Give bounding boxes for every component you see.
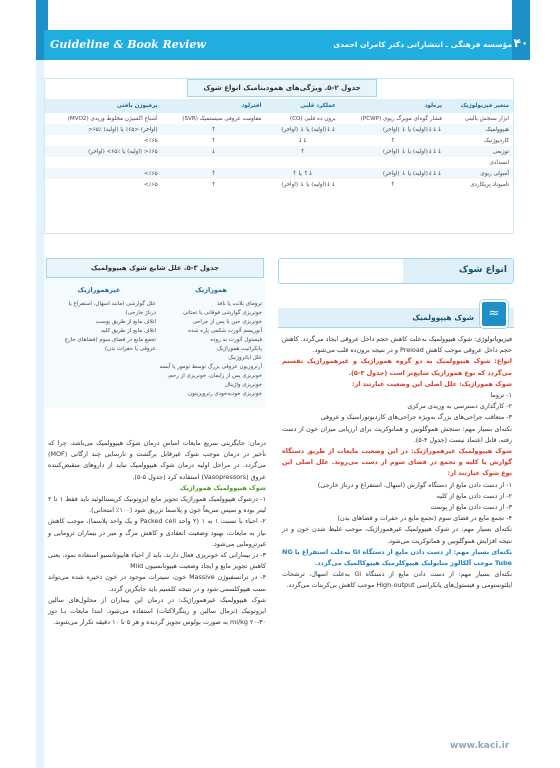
table-row — [45, 146, 513, 157]
page-number: ۴۰ — [513, 36, 529, 50]
hemodynamic-table-grid — [45, 99, 513, 190]
page-header — [0, 0, 560, 62]
hemorrhagic-causes-list — [154, 300, 262, 399]
table-cell: ↓↓↓(اولیه) یا ↓ (اواخر) — [340, 146, 446, 157]
paragraph-heading: شوک هیپوولمیک هموراژیک — [180, 483, 266, 492]
right-column-text — [282, 334, 512, 592]
table-cell: ↑ — [162, 168, 266, 179]
list-item: خونریزی گوارشی فوقانی یا تحتانی — [182, 310, 262, 316]
paragraph: نکته‌ای بسیار مهم: در شوک هیپوولمیک غیرهموراژیک، موجب غلیظ شدن خون و در نتیجه افزایش هموگلوبین و هماتوکریت می‌شود. — [282, 525, 512, 545]
paragraph: ۴- تجمع مایع در فضای سوم (تجمع مایع در حفرات و فضاهای بدن) — [337, 514, 512, 523]
paragraph: نکته‌ای بسیار مهم: از دست دادن مایع از دستگاه GI به‌علت اسهال، ترشحات ایلئوستومی و فیستول‌های پانکراسی High-output موجب کاهش بی‌کربنات می‌گردد. — [282, 570, 512, 590]
table-row — [45, 113, 513, 124]
left-column-text — [48, 438, 266, 628]
table-header-cell: هموراژیک — [195, 286, 227, 294]
table-header-cell: عملکرد قلبی — [265, 99, 339, 113]
list-item: درناژ خارجی) — [125, 310, 156, 316]
list-item: اتلاف مایع از طریق پوست — [95, 319, 156, 325]
table-cell: (اواخر) <۶۵٪ یا (اولیه) ٪۶۵< — [45, 124, 162, 135]
table-cell: ٪۶۵> — [143, 137, 158, 144]
nonhemorrhagic-causes-list — [48, 300, 156, 354]
table-cell: ↓↓↓(اولیه) یا ↓ (اواخر) — [340, 124, 446, 135]
subsection-title: شوک هیپوولمیک — [412, 313, 474, 322]
table-row — [45, 179, 513, 190]
section-title: انواع شوک — [458, 265, 507, 275]
paragraph: ۲- احیاء با نسبت ۱ به ۱ (۲ واحد Packed cell و یک واحد پلاسما)، موجب کاهش نیاز به مایعات، بهبود وضعیت انعقادی و کاهش مرگ و میر در بیماران ترومایی و غیرترومایی می‌شود. — [48, 517, 266, 548]
list-item: خونریزی خودبه‌خودی رتروپریتون — [188, 391, 262, 397]
list-item: علل ایاتروژنیک — [228, 355, 262, 361]
list-item: تجمع مایع در فضای سوم (فضاهای خارج — [64, 337, 156, 343]
table-cell: ↓↓↓(اولیه) یا ↓ (اواخر) — [340, 168, 446, 179]
table-row — [45, 135, 513, 146]
table-header-cell: پرفیوژن بافتی — [45, 99, 162, 113]
table-cell: ابزار سنجش بالینی — [464, 115, 509, 122]
table-cell — [340, 157, 446, 168]
list-item: پانکراتیت هموراژیک — [217, 346, 262, 352]
table-cell — [45, 157, 162, 168]
list-item: آرتروزیون عروقی بزرگ توسط تومور یا آبسه — [159, 364, 262, 370]
table-cell: ↓↓(اولیه) یا ↓ (اواخر) — [265, 124, 339, 135]
table-cell: اشباع اکسیژن مخلوط وریدی (MVO2) — [67, 115, 158, 122]
table-cell: ٪۶۵> — [143, 181, 158, 188]
table-header-cell: غیرهموراژیک — [77, 286, 121, 294]
table-row — [45, 124, 513, 135]
table-cell: تامپوناد پریکاردی — [470, 181, 509, 188]
table-cell: ↓↓ — [297, 137, 308, 144]
table-row — [45, 157, 513, 168]
header-right-block — [512, 0, 530, 60]
table-cell: ٪۶۵< (اولیه) یا ٪۶۵> (اواخر) — [45, 146, 162, 157]
paragraph: فیزیوپاتولوژی: شوک هیپوولمیک به‌علت کاهش حجم داخل عروقی ایجاد می‌گردد. کاهش حجم داخل عروقی موجب کاهش Preload و در نتیجه برون‌ده قلب می‌شود. — [282, 335, 512, 355]
table-cell: ↑ — [162, 124, 266, 135]
table-cell: ↑ — [265, 146, 339, 157]
paragraph: ۳- از دست دادن مایع از پوست — [430, 503, 512, 512]
paragraph: شوک هیپوولمیک غیرهموراژیک: در درمان این بیماران از محلول‌های سالین ایزوتونیک (نرمال سالین و رینگرلاکتات) استفاده می‌شود. ابتدا مایعات بـا دوز ml/kg ۲۰-۳۰ به صورت بولوس تجویز گردیده و هر ۵ تا ۱۰ دقیقه تکرار می‌شوند. — [48, 595, 266, 627]
list-item: خونریزی پس از زایمان، خونریزی از رحم، — [167, 373, 262, 379]
table-caption: جدول ۳-۵. علل شایع شوک هیپوولمیک — [46, 258, 264, 278]
table-cell: هیپوولمیک — [446, 124, 513, 135]
table-cell: ↓ — [162, 146, 266, 157]
table-cell: انسدادی — [489, 159, 509, 166]
list-item: اتلاف مایع از طریق کلیه — [101, 328, 156, 334]
paragraph: ۴- در ترانسفیوژن Massive خون، سیترات موجود در خون ذخیره شده می‌تواند سبب هیپوکلسمی شود و در نتیجه کلسیم باید جایگزین گردد. — [48, 573, 266, 593]
paragraph: ۳- متعاقب جراحی‌های بزرگ به‌ویژه جراحی‌های کاردیوتوراسیک و عروقی — [320, 413, 512, 422]
list-item: خونریزی حین یا پس از جراحی — [192, 319, 262, 325]
table-caption: جدول ۲-۵. ویژگی‌های همودینامیک انواع شوک — [187, 79, 377, 97]
water-drop-icon: ≈ — [480, 300, 508, 328]
left-margin-stripe — [36, 60, 44, 768]
paragraph: ۱- تروما — [490, 391, 512, 400]
table-cell: ↑ — [390, 181, 396, 188]
book-title: Guideline & Book Review — [50, 38, 206, 51]
list-item: ترومای بلانت یا نافذ — [216, 301, 262, 307]
table-cell — [162, 157, 266, 168]
table-cell: فشار گوه‌ای مویرگ ریوی (PCWP) — [360, 115, 442, 122]
paragraph: ۳- در بیمارانی که خونریزی فعال دارند، باید از احیاء هایپوتانسیو استفاده نمود، یعنی کاهش تجویز مایع و ایجاد وضعیت هیپوتانسیون Mild — [48, 551, 266, 571]
table-cell: ↓↑ یا ↑ — [265, 168, 339, 179]
list-item: آنوریسم آئورت شکمی پاره شده — [188, 328, 262, 334]
table-cell: کاردیوژنیک — [484, 137, 509, 144]
table-row — [45, 168, 513, 179]
paragraph: ۱- از دست دادن مایع از دستگاه گوارش (اسهال، استفراغ و درناژ خارجی) — [317, 480, 512, 489]
hypovolemic-causes-table — [44, 258, 266, 408]
table-cell: ↑ — [390, 137, 396, 144]
list-item: خونریزی واژینال — [224, 382, 262, 388]
paragraph: انواع: شوک هیپوولمیک به دو گروه هموراژیک و غیرهموراژیک تقسیم می‌گردد که نوع هموراژیک شایع‌تر است (جدول ۳-۵). — [282, 357, 512, 377]
table-cell — [265, 157, 339, 168]
hemodynamic-table — [44, 78, 514, 234]
paragraph: ۱- درشوک هیپوولمیک هموراژیک تجویز مایع ایزوتونیک کریستالوئید باید فقط ۱ تا ۲ لیتر بوده و سپس سریعاً خون و پلاسما تزریق شود (۱۰۰٪ امتحانی). — [48, 495, 267, 515]
list-item: عروقی یا حفرات بدن) — [104, 346, 156, 352]
table-header-cell: افترلود — [162, 99, 266, 113]
paragraph: ۲- از دست دادن مایع از کلیه — [436, 491, 512, 500]
table-header-cell: متغیر فیزیولوژیک — [446, 99, 513, 113]
table-cell: مقاومت عروقی سیستمیک (SVR) — [182, 115, 262, 122]
table-cell: آمبولی ریوی — [446, 168, 513, 179]
table-header-cell: پره‌لود — [340, 99, 446, 113]
section-heading-box — [278, 258, 514, 284]
list-item: فیستول آئورت به روده — [210, 337, 262, 343]
paragraph: شوک هموراژیک: علل اصلی این وضعیت عبارتند از: — [352, 379, 512, 388]
paragraph: نکته‌ای بسیار مهم: سنجش هموگلوبین و هماتوکریت برای ارزیابی میزان خون از دست رفته، قابل اعتماد نیست (جدول ۴-۵). — [282, 424, 512, 444]
table-cell: توزیعی — [446, 146, 513, 157]
table-cell: ↓↓(اولیه) یا ↓ (اواخر) — [281, 181, 336, 188]
table-cell: ↑ — [211, 137, 216, 144]
paragraph: درمان: جایگزینی سریع مایعات اساس درمان شوک هیپوولمیک می‌باشد، چرا که تأخیر در درمان موجب شوک غیرقابل برگشت و نارسایی چند ارگانی (MOF) می‌گردد. در مراحل اولیه درمان شوک هیپوولمیک نباید از داروهای منقبض‌کننده عروق (Vasopressors) استفاده کرد (جدول ۵-۵). — [48, 439, 266, 481]
subsection-heading-box — [278, 308, 514, 328]
paragraph: ۲- کارگذاری دسترسی به وریدی مرکزی — [407, 402, 512, 411]
paragraph: نکته‌ای بسیار مهم: از دست دادن مایع از دستگاه GI به‌علت استفراغ یا NG Tube موجب آلکالوز متابولیک هیپوکلرمیک هیپوکالمیک می‌گردد. — [282, 547, 512, 568]
publisher-name: مؤسسه فرهنگی ـ انتشاراتی دکتر کامران احمدی — [333, 40, 512, 49]
table-cell: برون ده قلبی (CO) — [289, 115, 336, 122]
footer-url[interactable]: www.kaci.ir — [450, 741, 510, 751]
table-cell: ↑ — [211, 181, 216, 188]
table-cell: ٪۶۵> — [45, 168, 162, 179]
list-item: علل گوارشی (مانند اسهال، استفراغ یا — [68, 301, 156, 307]
paragraph: شوک هیپوولمیک غیرهموراژیک: در این وضعیت مایعات از طریق دستگاه گوارش یا کلیه و تجمع در فضای سوم از دست می‌روند. علل اصلی این نوع شوک عبارتند از: — [282, 447, 512, 478]
table-header-row — [44, 286, 266, 298]
